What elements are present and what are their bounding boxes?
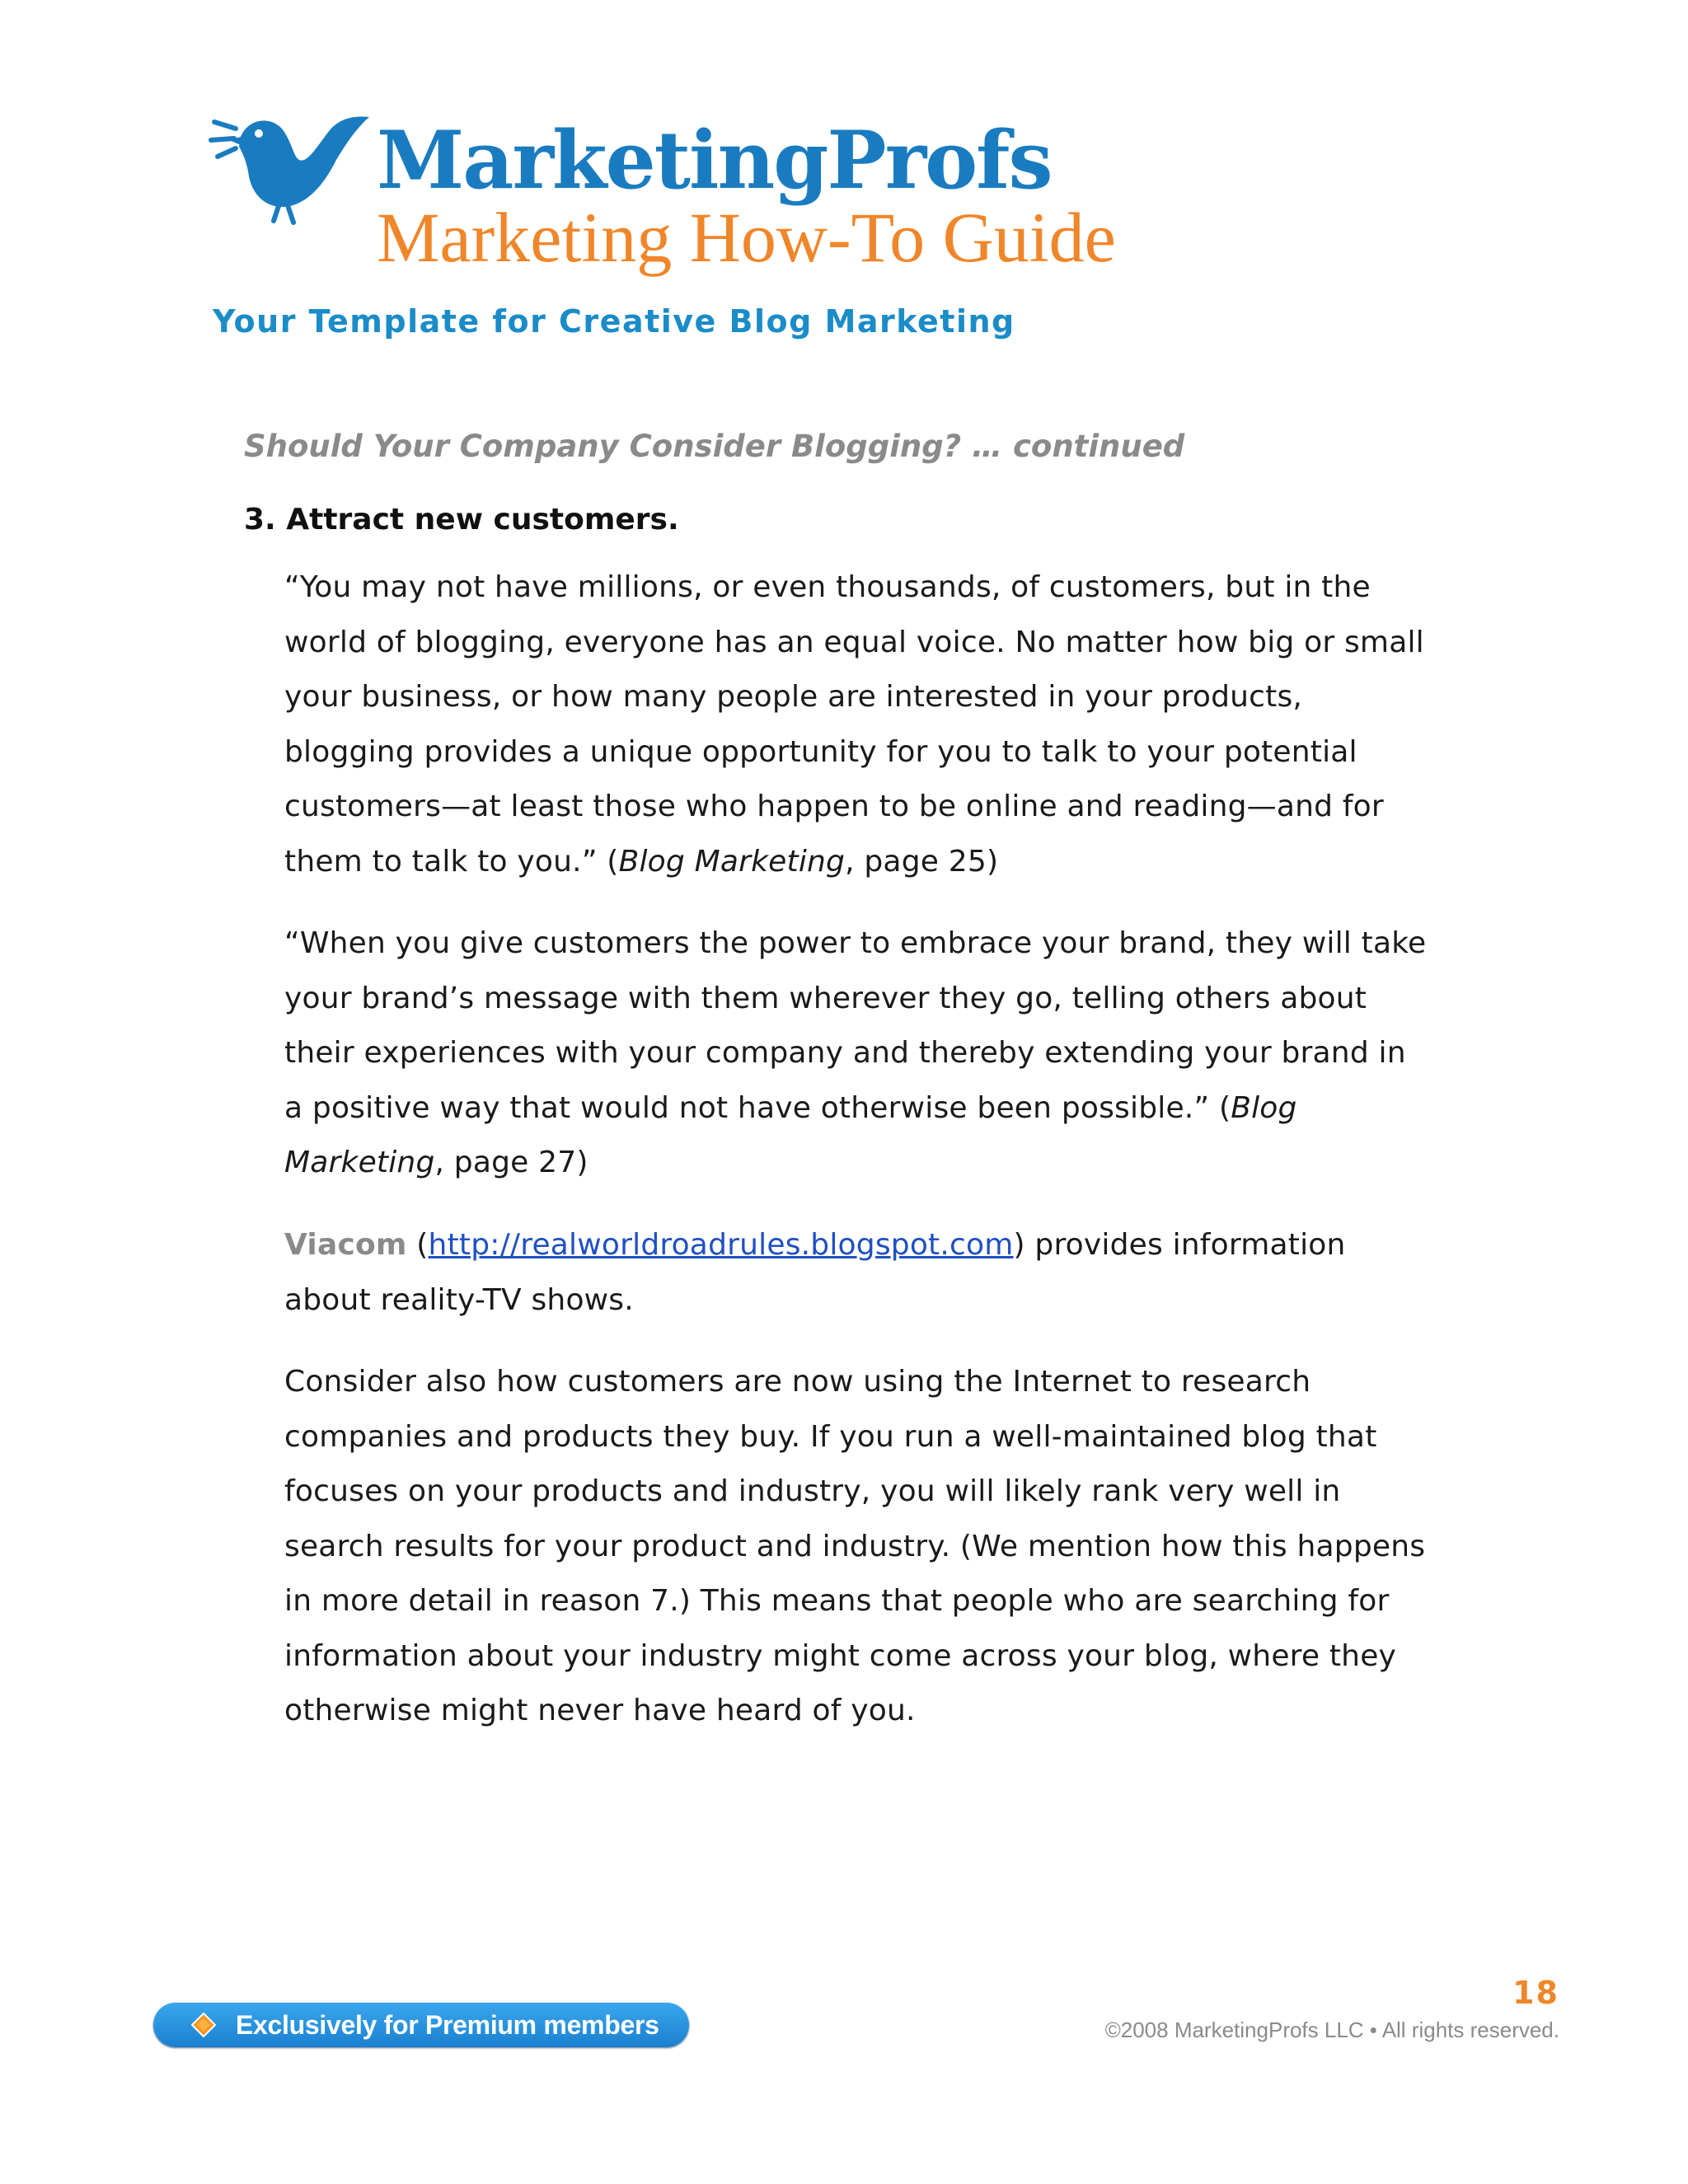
quote-citation: , page 25) xyxy=(845,844,999,879)
header-logo xyxy=(208,97,1114,279)
item-heading: 3. Attract new customers. xyxy=(244,503,679,537)
premium-label: Exclusively for Premium members xyxy=(236,2010,659,2040)
continued-heading: Should Your Company Consider Blogging? … continued xyxy=(244,429,1185,464)
quote-source: Blog Marketing xyxy=(618,844,846,879)
body-paragraph-text: Consider also how customers are now using the Internet to research companies and products they buy. If you run a well-maintained blog that focuses on your products and industry, you will likely rank very well in search results for your product and industry. (We mention how this happens in more detail in reason 7.) This means that people who are searching for information about your industry might come across your blog, where they otherwise might never have heard of you. xyxy=(284,1365,1426,1727)
brand-subtitle: Marketing How-To Guide xyxy=(377,198,1116,277)
quote-text: “You may not have millions, or even thousands, of customers, but in the world of blogging, everyone has an equal voice. No matter how big or small your business, or how many people are interested in your products, blogging provides a unique opportunity for you to talk to your potential customers—at least those who happen to be online and reading—and for them to talk to you.” ( xyxy=(284,570,1424,879)
page-number: 18 xyxy=(1512,1975,1559,2011)
example-paragraph xyxy=(284,1218,1430,1328)
company-name: Viacom xyxy=(284,1228,407,1262)
blog-url-link[interactable]: http://realworldroadrules.blogspot.com xyxy=(428,1228,1014,1262)
brand-name: MarketingProfs xyxy=(377,114,1052,207)
bird-icon xyxy=(208,97,373,229)
example-text: ) provides information about reality-TV shows. xyxy=(284,1228,1346,1317)
diamond-icon xyxy=(191,2013,216,2037)
quote-citation: , page 27) xyxy=(434,1146,588,1179)
quote-paragraph-1 xyxy=(284,560,1430,889)
quote-source: Blog Marketing xyxy=(284,1090,1297,1179)
paren-open: ( xyxy=(406,1228,429,1262)
copyright: ©2008 MarketingProfs LLC • All rights reserved. xyxy=(1104,2018,1559,2042)
document-title: Your Template for Creative Blog Marketing xyxy=(213,303,1015,340)
quote-text: “When you give customers the power to embrace your brand, they will take your brand’s message with them wherever they go, telling others about their experiences with your company and thereby extending your brand in a positive way that would not have otherwise been possible.” ( xyxy=(284,926,1427,1125)
quote-paragraph-2 xyxy=(284,916,1430,1191)
body-paragraph xyxy=(284,1355,1430,1739)
premium-badge xyxy=(153,2003,689,2047)
